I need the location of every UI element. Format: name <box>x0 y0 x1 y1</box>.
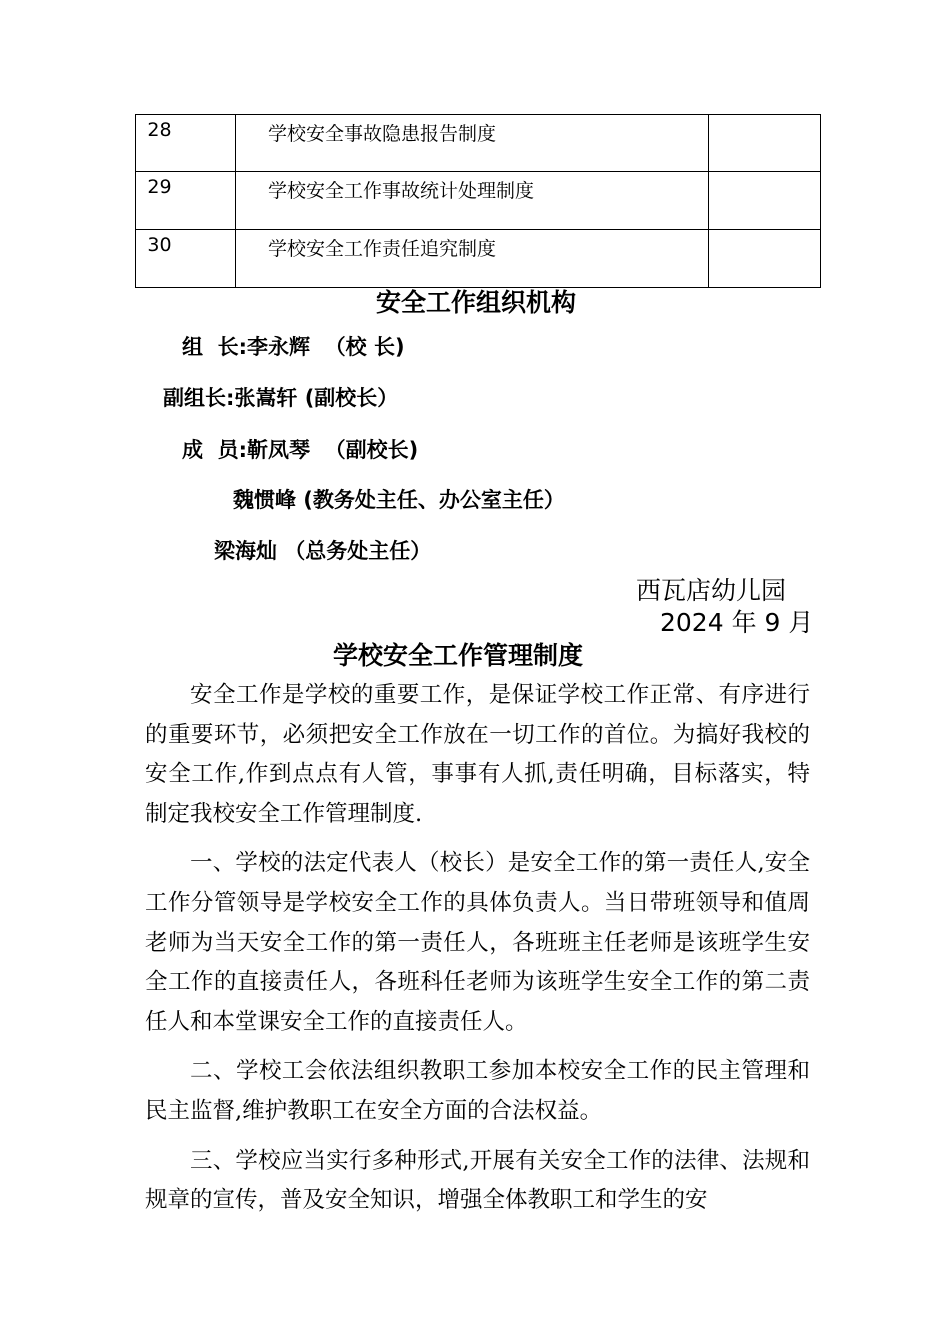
paragraph: 三、学校应当实行多种形式,开展有关安全工作的法律、法规和规章的宣传，普及安全知识，增强全体教职工和学生的安 <box>145 1147 810 1214</box>
row-number: 30 <box>136 230 236 288</box>
org-member: 成 员:靳凤琴 （副校长) <box>182 438 419 462</box>
paragraph: 二、学校工会依法组织教职工参加本校安全工作的民主管理和民主监督,维护教职工在安全方面的合法权益。 <box>145 1058 810 1124</box>
org-leader: 组 长:李永辉 （校 长) <box>182 335 405 359</box>
signature-date: 2024 年 9 月 <box>660 608 814 637</box>
row-remark <box>709 115 821 172</box>
org-member: 梁海灿 （总务处主任） <box>214 539 432 563</box>
row-number: 29 <box>136 172 236 230</box>
table-row <box>136 230 821 288</box>
regulation-name: 学校安全事故隐患报告制度 <box>236 115 709 172</box>
paragraph: 安全工作是学校的重要工作，是保证学校工作正常、有序进行的重要环节，必须把安全工作放在一切工作的首位。为搞好我校的安全工作,作到点点有人管，事事有人抓,责任明确，目标落实，特制定我校安全工作管理制度. <box>145 682 810 827</box>
regulation-name: 学校安全工作责任追究制度 <box>236 230 709 288</box>
paragraph: 一、学校的法定代表人（校长）是安全工作的第一责任人,安全工作分管领导是学校安全工作的具体负责人。当日带班领导和值周老师为当天安全工作的第一责任人，各班班主任老师是该班学生安全工作的直接责任人，各班科任老师为该班学生安全工作的第二责任人和本堂课安全工作的直接责任人。 <box>145 850 810 1035</box>
regulation-list-table <box>135 114 821 288</box>
org-section-title: 安全工作组织机构 <box>376 288 577 317</box>
table-row <box>136 172 821 230</box>
row-number: 28 <box>136 115 236 172</box>
row-remark <box>709 172 821 230</box>
signature-org-name: 西瓦店幼儿园 <box>636 576 787 605</box>
org-deputy-leader: 副组长:张嵩轩 (副校长） <box>163 386 399 410</box>
row-remark <box>709 230 821 288</box>
doc-body <box>145 676 810 1231</box>
regulation-name: 学校安全工作事故统计处理制度 <box>236 172 709 230</box>
doc-title: 学校安全工作管理制度 <box>333 641 584 670</box>
org-member: 魏惯峰 (教务处主任、办公室主任） <box>233 488 565 512</box>
table-row <box>136 115 821 172</box>
